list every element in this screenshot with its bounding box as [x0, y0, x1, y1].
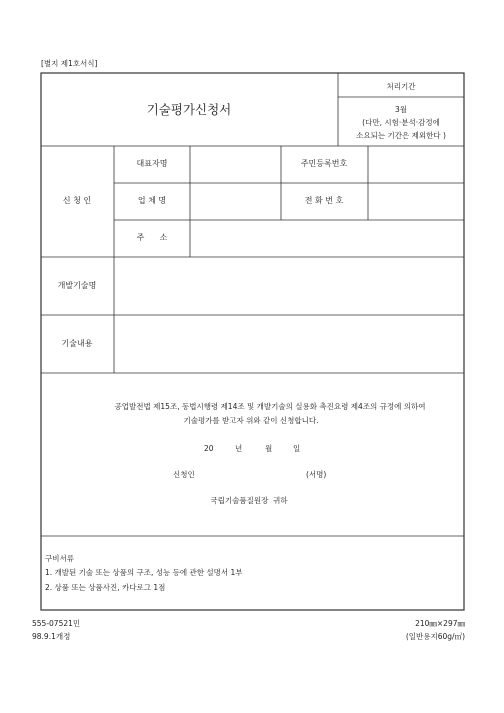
date-year-prefix: 20 [204, 444, 214, 453]
statement-line-2: 기술평가를 받고자 위와 같이 신청합니다. [183, 416, 319, 425]
date-day-label: 일 [293, 444, 301, 453]
representative-name-label: 대표자명 [136, 159, 168, 168]
form-reference: [별지 제1호서식] [41, 59, 98, 68]
footer-revision: 98.9.1개정 [32, 632, 71, 641]
signature-field[interactable] [200, 466, 300, 482]
tech-content-label: 기술내용 [61, 339, 93, 348]
signature-seal-label: (서명) [306, 470, 327, 479]
resident-number-label: 주민등록번호 [300, 159, 348, 168]
footer-paper-type: (일반용지60g/㎡) [405, 632, 465, 641]
resident-number-field[interactable] [369, 147, 463, 182]
phone-number-field[interactable] [369, 184, 463, 219]
processing-period-label: 처리기간 [386, 82, 416, 91]
attachment-item-1: 1. 개발된 기술 또는 상품의 구조, 성능 등에 관한 설명서 1부 [45, 568, 243, 577]
address-field[interactable] [191, 221, 463, 256]
processing-period-value: 3월 [394, 105, 408, 114]
recipient-line: 국립기술품질원장 귀하 [210, 496, 288, 505]
form-title: 기술평가신청서 [146, 102, 232, 117]
processing-period-note-1: (다만, 시험·분석·감정에 [362, 118, 440, 127]
representative-name-field[interactable] [191, 147, 280, 182]
tech-name-label: 개발기술명 [57, 281, 97, 290]
date-month-label: 월 [265, 444, 273, 453]
applicant-section-label: 신 청 인 [62, 196, 92, 205]
address-label: 주 소 [136, 233, 168, 242]
tech-content-field[interactable] [115, 316, 463, 372]
attachments-heading: 구비서류 [45, 554, 74, 563]
attachment-item-2: 2. 상품 또는 상품사진, 카다로그 1점 [45, 583, 166, 592]
statement-line-1: 공업발전법 제15조, 동법시행령 제14조 및 개발기술의 실용화 촉진요령 제4조의 규정에 의하여 [114, 402, 426, 411]
footer-form-code: 555-07521민 [32, 619, 81, 628]
signature-applicant-label: 신청인 [173, 470, 195, 479]
phone-number-label: 전 화 번 호 [304, 196, 344, 205]
company-name-label: 업 체 명 [137, 196, 167, 205]
processing-period-note-2: 소요되는 기간은 제외한다 ) [356, 131, 446, 140]
date-year-label: 년 [235, 444, 243, 453]
tech-name-field[interactable] [115, 258, 463, 314]
footer-paper-size: 210㎜×297㎜ [415, 619, 465, 628]
company-name-field[interactable] [191, 184, 280, 219]
